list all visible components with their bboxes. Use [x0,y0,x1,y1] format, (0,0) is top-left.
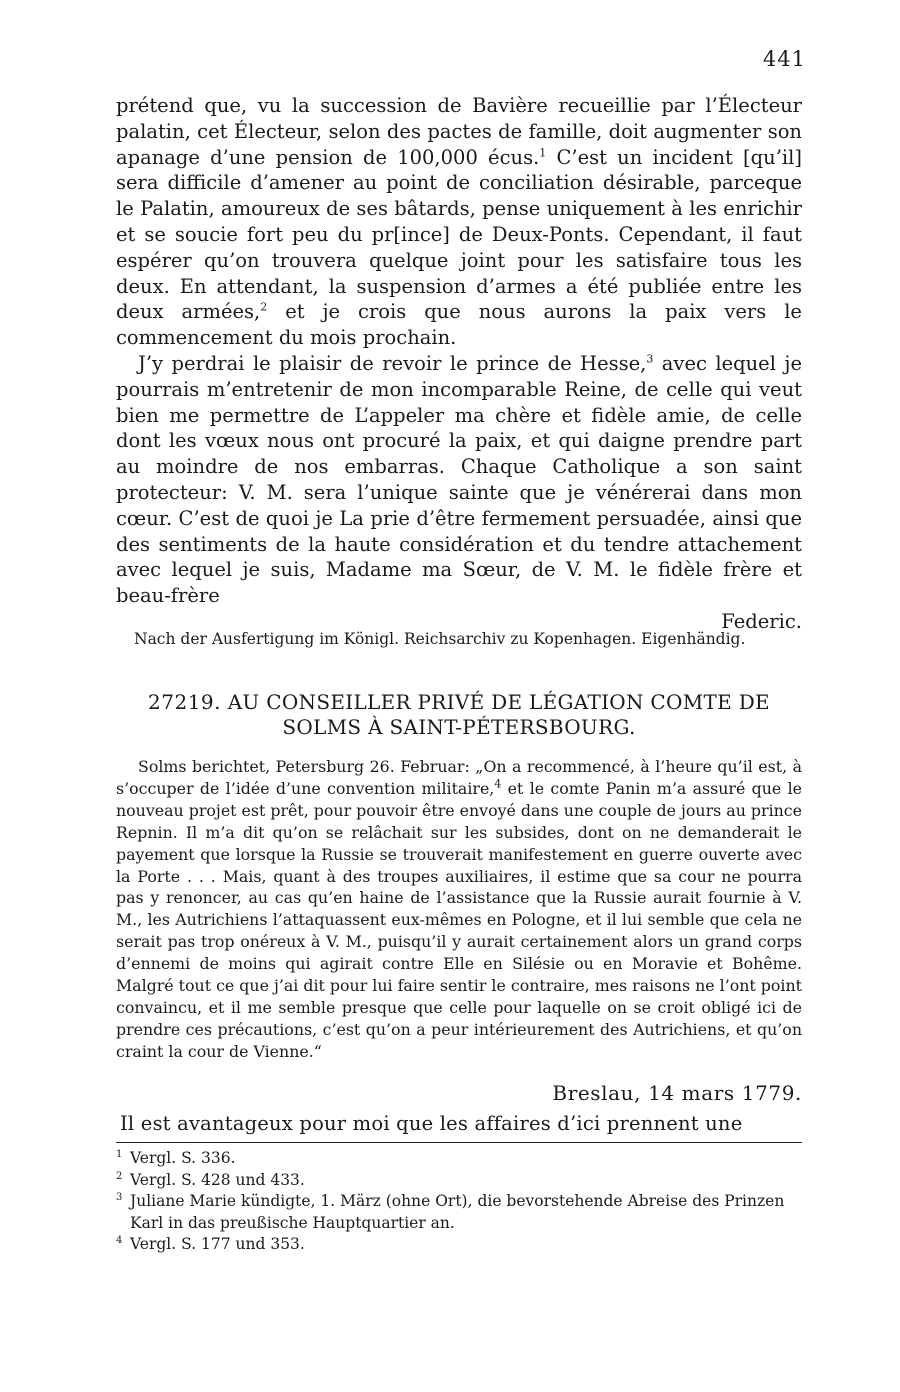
footnote-ref-2: 2 [260,300,268,314]
footnote-ref-1: 1 [539,146,547,160]
source-note: Nach der Ausfertigung im Königl. Reichsarchiv zu Kopenhagen. Eigenhändig. [134,630,746,648]
paragraph-2-continued: avec lequel je pourrais m’entretenir de mon incomparable Reine, de celle qui veut bien me permettre de L’appeler ma chère et fidèle amie, de celle dont les vœux nous ont procuré la paix, et qui daigne prendre part au moindre de nos embarras. Chaque Catholique a son saint protecteur: V. M. sera l’unique sainte que je vénérerai dans mon cœur. C’est de quoi je La prie d’être fermement persuadée, ainsi que des sentiments de la haute considération et du tendre attachement avec lequel je suis, Madame ma Sœur, de V. M. le fidèle frère et beau-frère [116,351,802,608]
summary-paragraph [116,756,802,1063]
report-summary [116,756,802,1063]
summary-text-continued: et le comte Panin m’a assuré que le nouveau projet est prêt, pour pouvoir être envoyé dans une couple de jours au prince Repnin. Il m’a dit qu’on se relâchait sur les subsides, dont on ne demanderait le payement que lorsque la Russie se trouverait manifestement en guerre ouverte avec la Porte . . . Mais, quant à des troupes auxiliaires, il estime que sa cour ne pourra pas y renoncer, au cas qu’en haine de l’assistance que la Russie aurait fournie à V. M., les Autrichiens l’attaquassent eux-mêmes en Pologne, et il lui semble que cela ne serait pas trop onéreux à V. M., puisqu’il y aurait certainement alors un grand corps d’ennemi de moins qui agirait contre Elle en Silésie ou en Moravie et Bohême. Malgré tout ce que j’ai dit pour lui faire sentir le contraire, mes raisons ne l’ont point convaincu, et il me semble presque que celle pour laquelle on se croit obligé ici de prendre ces précautions, c’est qu’on a peur intérieurement des Autrichiens, et qu’on craint la cour de Vienne.“ [116,778,803,1061]
footnote-mark: 1 [116,1149,123,1160]
footnote-mark: 3 [116,1192,123,1203]
paragraph-1-end: et je crois que nous aurons la paix vers le commencement du mois prochain. [116,300,802,350]
letter-title: AU CONSEILLER PRIVÉ DE LÉGATION COMTE DE SOLMS À SAINT-PÉTERSBOURG. [227,690,770,739]
footnote-divider [116,1142,802,1143]
footnote [116,1170,802,1192]
footnote-mark: 2 [116,1170,123,1182]
letter-number: 27219. [148,690,222,714]
letter-body-start: Il est avantageux pour moi que les affaires d’ici prennent une [120,1112,743,1135]
footnote-text: Vergl. S. 336. [130,1149,236,1167]
footnote [116,1234,802,1256]
paragraph-2-text: J’y perdrai le plaisir de revoir le prince de Hesse, [138,351,647,375]
footnote-text: Juliane Marie kündigte, 1. März (ohne Ort), die bevorstehende Abreise des Prinzen Karl in das preußische Hauptquartier an. [130,1192,785,1232]
letter-heading [116,690,802,740]
paragraph-1-text: prétend que, vu la succession de Bavière recueillie par l’Électeur palatin, cet Électeur, selon des pactes de famille, doit augmenter son apanage d’une pension de 100,000 écus. [116,94,802,169]
footnote-mark: 4 [116,1235,123,1246]
footnote-text: Vergl. S. 428 und 433. [130,1170,305,1189]
footnote [116,1148,802,1170]
main-text [116,93,802,635]
summary-text: Solms berichtet, Petersburg 26. Februar: „On a recommencé, à l’heure qu’il est, à s’occuper de l’idée d’une convention militaire, [116,757,802,798]
footnotes [116,1148,802,1256]
footnote-ref-4: 4 [494,777,502,791]
paragraph-1-continued: C’est un incident [qu’il] sera difficile d’amener au point de conciliation désirable, parceque le Palatin, amoureux de ses bâtards, pense uniquement à les enrichir et se soucie fort peu du pr[ince] de Deux-Ponts. Cependant, il faut espérer qu’on trouvera quelque joint pour les satisfaire tous les deux. En attendant, la suspension d’armes a été publiée entre les deux armées, [116,145,802,324]
dateline: Breslau, 14 mars 1779. [552,1081,802,1105]
page-number: 441 [762,47,806,71]
footnote-text: Vergl. S. 177 und 353. [130,1235,305,1253]
paragraph-2 [116,351,802,609]
footnote [116,1191,802,1234]
signature: Federic. [721,609,802,633]
paragraph-1 [116,93,802,351]
footnote-ref-3: 3 [646,352,654,366]
